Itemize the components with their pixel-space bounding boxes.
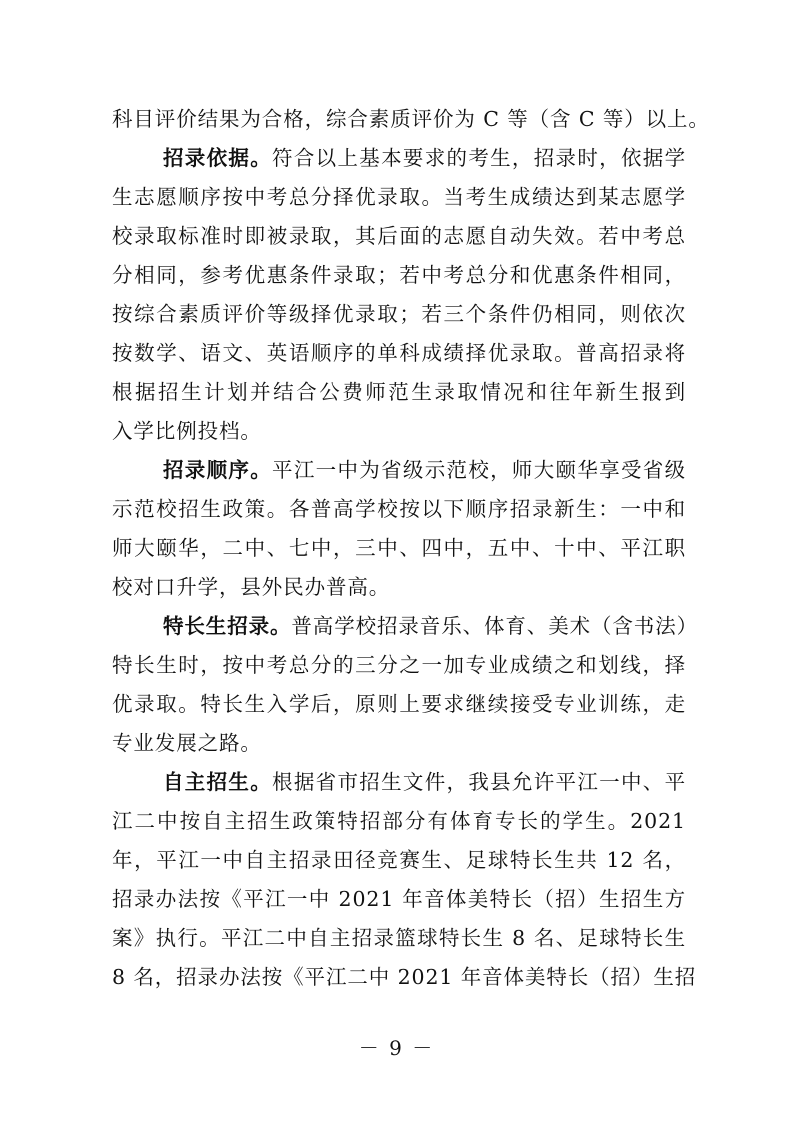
line-text: 优录取。特长生入学后，原则上要求继续接受专业训练，走 bbox=[112, 692, 686, 716]
line-text: 江二中按自主招生政策特招部分有体育专长的学生。2021 bbox=[112, 809, 686, 833]
line-text: 校录取标准时即被录取，其后面的志愿自动失效。若中考总 bbox=[112, 224, 686, 248]
line-text: 专业发展之路。 bbox=[112, 731, 262, 755]
document-line bbox=[112, 802, 686, 841]
document-line bbox=[112, 919, 686, 958]
line-text: 符合以上基本要求的考生，招录时，依据学 bbox=[272, 146, 686, 170]
line-text: 入学比例投档。 bbox=[112, 419, 262, 443]
document-line bbox=[112, 412, 686, 451]
line-text: 招录办法按《平江一中 2021 年音体美特长（招）生招生方 bbox=[112, 887, 686, 911]
document-line bbox=[112, 451, 686, 490]
line-text: 校对口升学，县外民办普高。 bbox=[112, 575, 391, 599]
line-text: 师大颐华，二中、七中，三中、四中，五中、十中、平江职 bbox=[112, 536, 686, 560]
line-text: 按数学、语文、英语顺序的单科成绩择优录取。普高招录将 bbox=[112, 341, 686, 365]
section-heading: 招录顺序。 bbox=[163, 458, 273, 482]
document-line bbox=[112, 880, 686, 919]
line-text: 生志愿顺序按中考总分择优录取。当考生成绩达到某志愿学 bbox=[112, 185, 686, 209]
document-line bbox=[112, 646, 686, 685]
document-line bbox=[112, 568, 686, 607]
document-line bbox=[112, 217, 686, 256]
line-text: 平江一中为省级示范校，师大颐华享受省级 bbox=[272, 458, 686, 482]
document-line bbox=[112, 529, 686, 568]
line-text: 案》执行。平江二中自主招录篮球特长生 8 名、足球特长生 bbox=[112, 926, 686, 950]
line-text: 根据省市招生文件，我县允许平江一中、平 bbox=[272, 770, 686, 794]
section-heading: 自主招生。 bbox=[163, 770, 273, 794]
line-text: 科目评价结果为合格，综合素质评价为 C 等（含 C 等）以上。 bbox=[112, 107, 710, 131]
line-text: 根据招生计划并结合公费师范生录取情况和往年新生报到 bbox=[112, 380, 686, 404]
document-line bbox=[112, 295, 686, 334]
document-line bbox=[112, 490, 686, 529]
section-heading: 特长生招录。 bbox=[163, 614, 292, 638]
line-text: 普高学校招录音乐、体育、美术（含书法） bbox=[291, 614, 699, 638]
document-line bbox=[112, 334, 686, 373]
section-heading: 招录依据。 bbox=[163, 146, 273, 170]
document-line bbox=[112, 139, 686, 178]
document-line bbox=[112, 100, 710, 139]
line-text: 8 名，招录办法按《平江二中 2021 年音体美特长（招）生招 bbox=[112, 965, 697, 989]
document-line bbox=[112, 958, 697, 997]
page-number: － 9 － bbox=[358, 1036, 435, 1060]
document-line bbox=[112, 607, 699, 646]
document-page bbox=[112, 100, 710, 997]
document-line bbox=[112, 724, 686, 763]
line-text: 分相同，参考优惠条件录取；若中考总分和优惠条件相同， bbox=[112, 263, 686, 287]
document-line bbox=[112, 763, 686, 802]
document-line bbox=[112, 685, 686, 724]
document-line bbox=[112, 841, 686, 880]
line-text: 按综合素质评价等级择优录取；若三个条件仍相同，则依次 bbox=[112, 302, 686, 326]
document-line bbox=[112, 178, 686, 217]
line-text: 示范校招生政策。各普高学校按以下顺序招录新生：一中和 bbox=[112, 497, 686, 521]
document-body bbox=[112, 100, 710, 997]
document-line bbox=[112, 256, 686, 295]
line-text: 特长生时，按中考总分的三分之一加专业成绩之和划线，择 bbox=[112, 653, 686, 677]
document-line bbox=[112, 373, 686, 412]
line-text: 年，平江一中自主招录田径竞赛生、足球特长生共 12 名， bbox=[112, 848, 686, 872]
